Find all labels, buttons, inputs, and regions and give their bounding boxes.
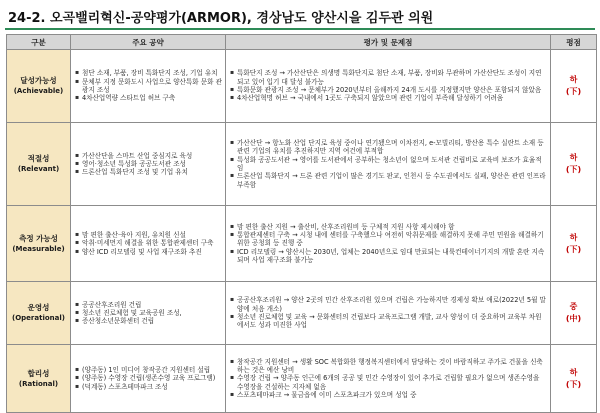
pledge-item: ▪ 첨단 소재, 부품, 장비 특화단지 조성, 기업 유치 [75, 69, 222, 77]
criterion-label: 적절성 [27, 154, 50, 163]
grade-cell [551, 206, 597, 282]
evaluation-cell [226, 50, 551, 123]
grade-label: 하 [569, 75, 578, 84]
evaluation-item: ▪ 특화문화 관광지 조성 → 문체부가 2020년부터 올해까지 24개 도시를 지정했지만 양산은 포함되지 않았음 [230, 86, 547, 94]
criterion-en: (Rational) [18, 379, 59, 388]
title-bar [5, 4, 595, 30]
evaluation-item: ▪ 통합관제센터 구축 → 시청 내에 센터를 구축했으나 여전히 악취문제를 해결하지 못해 주민 민원을 해결하기 위한 공청회 등 진행 중 [230, 231, 547, 248]
pledge-item: ▪ (양주동) 1인 미디어 창작공간 지원센터 설립 [75, 366, 222, 374]
grade-hanja: (下) [565, 87, 582, 96]
criterion-en: (Relevant) [17, 165, 60, 173]
evaluation-item: ▪ 수영장 건립 → 양주동 인근에 6개의 공공 및 민간 수영장이 있어 추가로 건립할 필요가 없으며 생존수영을 수영장을 건설하는 지자체 없음 [230, 374, 547, 391]
grade-hanja: (下) [565, 165, 582, 174]
criterion-cell [7, 50, 71, 123]
evaluation-item: ▪ 스포츠테마파크 → 물금읍에 이미 스포츠파크가 있으며 성업 중 [230, 391, 547, 399]
pledge-cell [71, 282, 226, 345]
evaluation-item: ▪ ICD 리모델링 → 양산시는 2030년, 업체는 2040년으로 임대 만료되는 내륙컨테이너기지의 개발 혼란 지속되며 사업 재구조화 불가능 [230, 248, 547, 265]
pledge-cell [71, 206, 226, 282]
evaluation-item: ▪ 공공산후조리원 → 양산 2곳의 민간 산후조리원 있으며 건립은 가능하지만 경제성 확보 애로(2022년 5월 말양에 처음 개소) [230, 296, 547, 313]
evaluation-item: ▪ 4차산업혁명 허브 → 국내에서 1곳도 구축되지 않았으며 관련 기업이 부족해 달성하기 어려움 [230, 94, 547, 102]
grade-label: 하 [569, 367, 578, 377]
pledge-item: ▪ (양주동) 수영장 건립(생존수영 교육 프로그램) [75, 374, 222, 382]
table-row [7, 123, 597, 206]
grade-cell [551, 345, 597, 413]
criterion-en: (Measurable) [12, 244, 65, 253]
pledge-item: ▪ 양산 ICD 리모델링 및 사업 재구조화 추진 [75, 248, 222, 256]
evaluation-cell [226, 206, 551, 282]
header-grade: 평점 [551, 35, 597, 50]
grade-cell [551, 282, 597, 345]
criterion-label: 합리성 [27, 368, 50, 378]
table-row [7, 282, 597, 345]
grade-label: 중 [569, 302, 578, 311]
criterion-cell [7, 206, 71, 282]
pledge-item: ▪ 가산산단을 스마트 산업 중심지로 육성 [75, 152, 222, 160]
table-header-row [7, 35, 597, 50]
evaluation-cell [226, 123, 551, 206]
evaluation-item: ▪ 청소년 진로체험 및 교육 → 문화센터의 건립보다 교육프로그램 개발, 교사 양성이 더 중요하며 교육부 차원에서도 성과 미진한 사업 [230, 313, 547, 330]
grade-hanja: (下) [565, 244, 582, 254]
pledge-item: ▪ 문체부 지정 문화도시 사업으로 양산특화 문화 관광지 조성 [75, 78, 222, 95]
header-category: 구분 [7, 35, 71, 50]
grade-label: 하 [569, 232, 578, 242]
grade-cell [551, 50, 597, 123]
criterion-en: (Operational) [12, 314, 65, 322]
pledge-item: ▪ 공공산후조리원 건립 [75, 301, 222, 309]
grade-hanja: (中) [565, 314, 582, 323]
pledge-item: ▪ (덕계동) 스포츠테마파크 조성 [75, 383, 222, 391]
table-row [7, 50, 597, 123]
evaluation-item: ▪ 창작공간 지원센터 → 생활 SOC 복합화한 행정복지센터에서 담당하는 것이 바람직하고 주가로 건물을 신축하는 것은 예산 낭비 [230, 358, 547, 375]
evaluation-item: ▪ 특성화 공공도서관 → 영어를 도서관에서 공부하는 청소년이 없으며 도서관 건립비로 교육비 보조가 효율적임 [230, 156, 547, 173]
pledge-item: ▪ 악취·미세먼지 해결을 위한 통합관제센터 구축 [75, 239, 222, 247]
header-pledge: 주요 공약 [71, 35, 226, 50]
pledge-cell [71, 123, 226, 206]
evaluation-item: ▪ 가산산단 → 항노화 산업 단지로 육성 중이나 연기됐으며 이차전지, e-모빌리티, 방산용 특수 실란트 소재 등 관련 기업의 유치를 추진하지만 지역 여건에 부적합 [230, 139, 547, 156]
pledge-item: ▪ 증산청소년문화센터 건립 [75, 317, 222, 325]
evaluation-item: ▪ 특화단지 조성 → 가산산단은 의생명 특화단지로 첨단 소재, 부품, 장비와 무관하며 가산산단도 조성이 지연되고 있어 입기 대 달성 불가능 [230, 69, 547, 86]
evaluation-cell [226, 282, 551, 345]
page-title: 24-2. 오곡밸리혁신-공약평가(ARMOR), 경상남도 양산시을 김두관 의원 [8, 11, 434, 26]
criterion-label: 측정 가능성 [19, 233, 58, 243]
pledge-cell [71, 345, 226, 413]
pledge-cell [71, 50, 226, 123]
pledge-item: ▪ 맘 편한 출산·육아 지원, 유치원 신설 [75, 231, 222, 239]
criterion-label: 운영성 [27, 303, 50, 312]
pledge-item: ▪ 청소년 진로체험 및 교육공원 조성, [75, 309, 222, 317]
evaluation-item: ▪ 맘 편한 출산 지원 → 출산비, 산후조리원비 등 구체적 지원 사항 제시해야 함 [230, 223, 547, 231]
criterion-cell [7, 345, 71, 413]
table-row [7, 206, 597, 282]
grade-hanja: (下) [565, 379, 582, 389]
evaluation-item: ▪ 드론산업 특화단지 → 드론 관련 기업이 많은 경기도 판교, 인천시 등 수도권에서도 실패, 양산은 관련 인프라 부족함 [230, 172, 547, 189]
grade-cell [551, 123, 597, 206]
grade-label: 하 [569, 153, 578, 162]
criterion-label: 달성가능성 [20, 76, 57, 85]
evaluation-cell [226, 345, 551, 413]
criterion-en: (Achievable) [13, 87, 64, 95]
pledge-item: ▪ 4차산업역량 스타트업 허브 구축 [75, 94, 222, 102]
criterion-cell [7, 282, 71, 345]
criterion-cell [7, 123, 71, 206]
evaluation-table [6, 34, 597, 413]
pledge-item: ▪ 영어·청소년 특성화 공공도서관 조성 [75, 160, 222, 168]
pledge-item: ▪ 드론산업 특화단지 조성 및 기업 유치 [75, 168, 222, 176]
header-evaluation: 평가 및 문제점 [226, 35, 551, 50]
table-row [7, 345, 597, 413]
